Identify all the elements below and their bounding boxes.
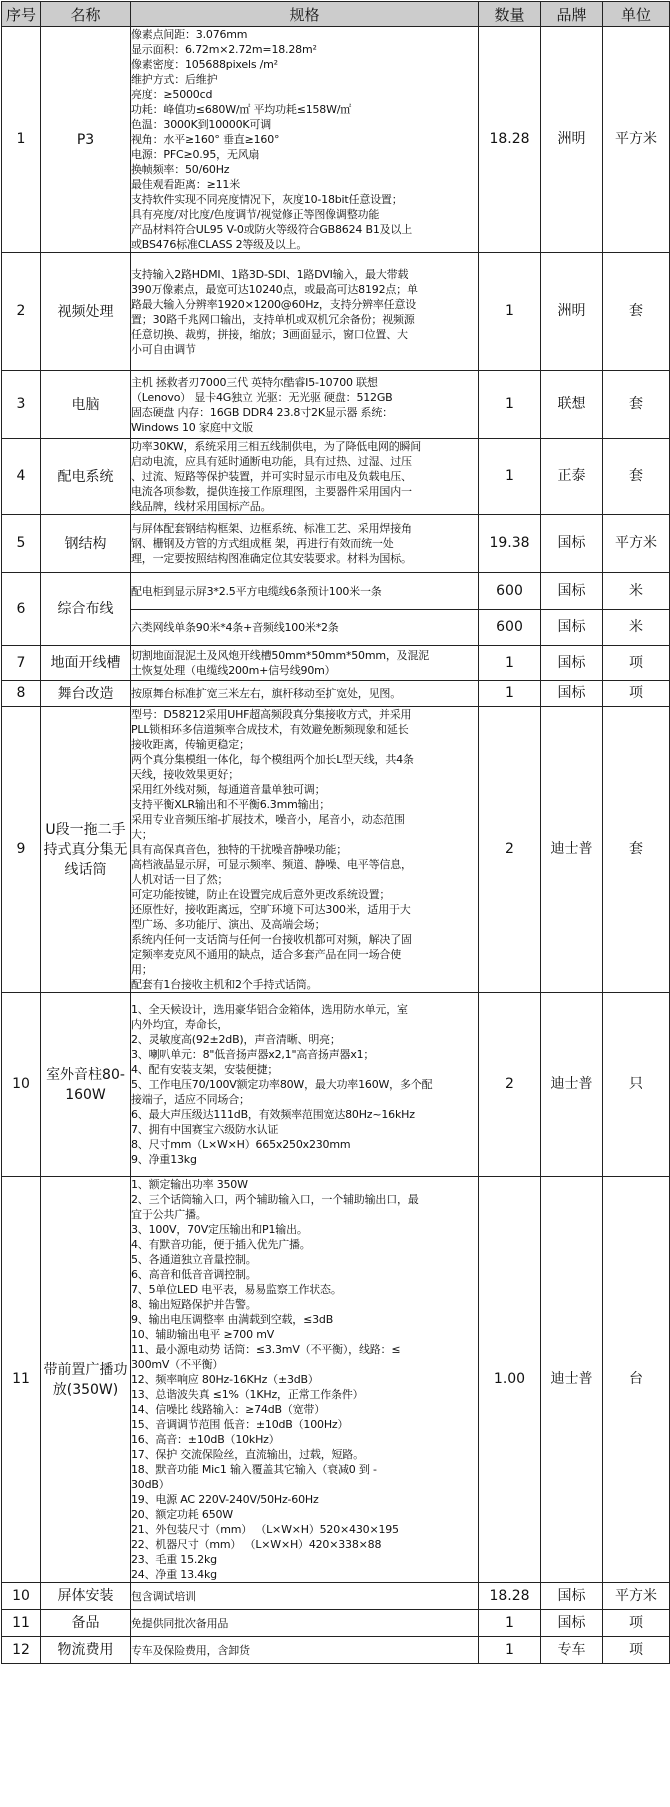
spec-line: 具有亮度/对比度/色度调节/视觉修正等图像调整功能 xyxy=(131,208,380,221)
spec-line: 或BS476标准CLASS 2等级及以上。 xyxy=(131,238,308,251)
spec-cell xyxy=(131,573,479,610)
item-number: 10 xyxy=(2,993,41,1177)
spec-line: 支持输入2路HDMI、1路3D-SDI、1路DVI输入，最大带载 xyxy=(131,267,409,281)
table-body xyxy=(2,27,670,1664)
spec-line: 专车及保险费用，含卸货 xyxy=(131,1643,250,1657)
spec-line: 功耗：峰值功≤680W/㎡ 平均功耗≤158W/㎡ xyxy=(131,103,352,116)
spec-line: 天线，接收效果更好； xyxy=(131,768,239,781)
spec-cell xyxy=(131,610,479,646)
quantity: 18.28 xyxy=(479,1583,541,1610)
spec-line: 系统内任何一支话筒与任何一台接收机都可对频，解决了固 xyxy=(131,933,412,946)
spec-line: 固态硬盘 内存：16GB DDR4 23.8寸2K显示器 系统： xyxy=(131,405,393,419)
table-row xyxy=(2,515,670,573)
quantity: 1 xyxy=(479,1637,541,1664)
spec-line: 启动电流，应具有延时通断电功能，具有过热、过湿、过压 xyxy=(131,455,412,468)
spec-line: 维护方式：后维护 xyxy=(131,73,218,86)
table-row xyxy=(2,646,670,681)
spec-line: 定频率麦克风不通用的缺点，适合多套产品在同一场合使 xyxy=(131,948,401,961)
spec-line: 9、输出电压调整率 由满载到空载，≤3dB xyxy=(131,1313,334,1326)
item-name: 配电系统 xyxy=(41,439,131,515)
table-row xyxy=(2,439,670,515)
spec-line: 型号：D58212采用UHF超高频段真分集接收方式，并采用 xyxy=(131,708,412,721)
unit: 套 xyxy=(603,439,670,515)
quantity: 1 xyxy=(479,646,541,681)
table-row xyxy=(2,1177,670,1583)
spec-line: 16、高音：±10dB（10kHz） xyxy=(131,1433,280,1446)
spec-line: 21、外包装尺寸（mm） （L×W×H）520×430×195 xyxy=(131,1523,399,1536)
table-row xyxy=(2,573,670,610)
spec-line: 30dB） xyxy=(131,1478,170,1491)
header-qty: 数量 xyxy=(479,2,541,27)
spec-line: 390万像素点，最宽可达10240点，或最高可达8192点；单 xyxy=(131,282,418,296)
item-number: 11 xyxy=(2,1610,41,1637)
unit: 项 xyxy=(603,1610,670,1637)
spec-cell xyxy=(131,27,479,253)
spec-table xyxy=(1,1,670,1664)
spec-line: 8、尺寸mm（L×W×H）665x250x230mm xyxy=(131,1138,351,1151)
header-unit: 单位 xyxy=(603,2,670,27)
spec-line: 、过流、短路等保护装置，并可实时显示市电及负载电压、 xyxy=(131,470,412,483)
item-number: 7 xyxy=(2,646,41,681)
table-row xyxy=(2,253,670,371)
spec-line: 10、辅助输出电平 ≥700 mV xyxy=(131,1328,275,1341)
spec-cell xyxy=(131,1583,479,1610)
brand: 专车 xyxy=(541,1637,603,1664)
spec-line: 钢、栅钢及方管的方式组成框 架，再进行有效而统一处 xyxy=(131,537,394,550)
quantity: 1 xyxy=(479,371,541,439)
spec-line: 两个真分集模组一体化，每个模组两个加长L型天线，共4条 xyxy=(131,753,414,766)
unit: 项 xyxy=(603,1637,670,1664)
spec-line: 高档液晶显示屏，可显示频率、频道、静噪、电平等信息， xyxy=(131,858,412,871)
spec-line: 300mV（不平衡） xyxy=(131,1358,224,1371)
spec-line: 显示面积：6.72m×2.72m=18.28m² xyxy=(131,43,317,56)
brand: 正泰 xyxy=(541,439,603,515)
brand: 国标 xyxy=(541,646,603,681)
spec-line: 12、频率响应 80Hz-16KHz（±3dB） xyxy=(131,1373,319,1386)
spec-line: 可定功能按键，防止在设置完成后意外更改系统设置； xyxy=(131,888,391,901)
brand: 国标 xyxy=(541,573,603,610)
spec-line: 19、电源 AC 220V-240V/50Hz-60Hz xyxy=(131,1493,319,1506)
quantity: 1.00 xyxy=(479,1177,541,1583)
spec-line: 免提供同批次备用品 xyxy=(131,1616,229,1630)
spec-line: 6、最大声压级达111dB，有效频率范围宽达80Hz~16kHz xyxy=(131,1108,415,1121)
quantity: 1 xyxy=(479,1610,541,1637)
spec-line: 11、最小源电动势 话筒：≤3.3mV（不平衡），线路：≤ xyxy=(131,1343,401,1356)
unit: 项 xyxy=(603,681,670,707)
table-row xyxy=(2,371,670,439)
spec-cell xyxy=(131,993,479,1177)
unit: 套 xyxy=(603,707,670,993)
item-name: 屏体安装 xyxy=(41,1583,131,1610)
spec-line: 配套有1台接收主机和2个手持式话筒。 xyxy=(131,978,318,991)
spec-cell xyxy=(131,1177,479,1583)
spec-line: 3、100V，70V定压输出和P1输出。 xyxy=(131,1223,308,1236)
spec-line: 1、全天候设计，选用豪华铝合金箱体，选用防水单元，室 xyxy=(131,1003,408,1016)
spec-line: 宜于公共广播。 xyxy=(131,1208,207,1221)
item-number: 12 xyxy=(2,1637,41,1664)
spec-line: 采用红外线对频，每通道音量单独可调； xyxy=(131,783,326,796)
spec-line: 18、默音功能 Mic1 输入覆盖其它输入（衰减0 到 - xyxy=(131,1463,377,1476)
spec-cell xyxy=(131,707,479,993)
spec-line: （Lenovo） 显卡4G独立 光驱：无光驱 硬盘：512GB xyxy=(131,390,393,404)
quantity: 19.38 xyxy=(479,515,541,573)
spec-line: Windows 10 家庭中文版 xyxy=(131,420,253,434)
item-number: 10 xyxy=(2,1583,41,1610)
brand: 迪士普 xyxy=(541,707,603,993)
spec-line: 与屏体配套钢结构框架、边框系统、标准工艺、采用焊接角 xyxy=(131,522,412,535)
brand: 国标 xyxy=(541,515,603,573)
spec-line: 路最大输入分辨率1920×1200@60Hz，支持分辨率任意设 xyxy=(131,297,417,311)
spec-line: 切割地面混泥土及风炮开线槽50mm*50mm*50mm，及混泥 xyxy=(131,649,430,662)
item-number: 1 xyxy=(2,27,41,253)
spec-line: 23、毛重 15.2kg xyxy=(131,1553,217,1566)
spec-line: 13、总谐波失真 ≤1%（1KHz，正常工作条件） xyxy=(131,1388,364,1401)
spec-line: 置；30路千兆网口输出，支持单机或双机冗余备份；视频源 xyxy=(131,312,415,326)
header-spec: 规格 xyxy=(131,2,479,27)
spec-line: 型广场、多功能厅、演出、及高端会场； xyxy=(131,918,326,931)
unit: 米 xyxy=(603,573,670,610)
item-name: 备品 xyxy=(41,1610,131,1637)
spec-line: 7、拥有中国赛宝六级防水认证 xyxy=(131,1123,279,1136)
table-row xyxy=(2,1637,670,1664)
header-brand: 品牌 xyxy=(541,2,603,27)
spec-line: 17、保护 交流保险丝，直流输出，过载，短路。 xyxy=(131,1448,364,1461)
spec-line: 9、净重13kg xyxy=(131,1153,197,1166)
spec-line: 电源：PFC≥0.95，无风扇 xyxy=(131,148,260,161)
spec-line: 理，一定要按照结构图准确定位其安装要求。材料为国标。 xyxy=(131,552,412,565)
item-name: 物流费用 xyxy=(41,1637,131,1664)
spec-line: 包含调试培训 xyxy=(131,1589,196,1603)
spec-line: 任意切换、裁剪，拼接，缩放；3画面显示，窗口位置、大 xyxy=(131,327,408,341)
spec-line: 接收距离，传输更稳定； xyxy=(131,738,250,751)
spec-cell xyxy=(131,1610,479,1637)
spec-line: 主机 拯救者刃7000三代 英特尔酷睿I5-10700 联想 xyxy=(131,375,378,389)
spec-line: 小可自由调节 xyxy=(131,342,196,356)
unit: 台 xyxy=(603,1177,670,1583)
item-number: 8 xyxy=(2,681,41,707)
item-name: 电脑 xyxy=(41,371,131,439)
table-row xyxy=(2,993,670,1177)
brand: 国标 xyxy=(541,610,603,646)
item-number: 2 xyxy=(2,253,41,371)
unit: 只 xyxy=(603,993,670,1177)
quantity: 600 xyxy=(479,610,541,646)
spec-line: 最佳观看距离：≥11米 xyxy=(131,178,241,191)
spec-line: 按原舞台标准扩宽三米左右，旗杆移动至扩宽处，见图。 xyxy=(131,687,401,700)
spec-line: 亮度：≥5000cd xyxy=(131,88,213,101)
spec-line: 人机对话一目了然； xyxy=(131,873,229,886)
spec-line: 视角：水平≥160° 垂直≥160° xyxy=(131,133,280,146)
spec-cell xyxy=(131,515,479,573)
spec-line: 具有高保真音色，独特的干扰噪音静噪功能； xyxy=(131,843,347,856)
item-name: 地面开线槽 xyxy=(41,646,131,681)
spec-line: 色温：3000K到10000K可调 xyxy=(131,118,272,131)
spec-line: 土恢复处理（电缆线200m+信号线90m） xyxy=(131,664,336,677)
unit: 米 xyxy=(603,610,670,646)
quantity: 1 xyxy=(479,681,541,707)
header-row xyxy=(2,2,670,27)
item-name: U段一拖二手持式真分集无线话筒 xyxy=(41,707,131,993)
spec-line: PLL锁相环多信道频率合成技术，有效避免断频现象和延长 xyxy=(131,723,409,736)
spec-line: 2、三个话筒输入口，两个辅助输入口，一个辅助输出口，最 xyxy=(131,1193,419,1206)
table-row xyxy=(2,707,670,993)
spec-cell xyxy=(131,371,479,439)
spec-line: 15、音调调节范围 低音：±10dB（100Hz） xyxy=(131,1418,349,1431)
spec-line: 还原性好，接收距离远，空旷环境下可达300米，适用于大 xyxy=(131,903,411,916)
spec-line: 线品牌，线材采用国标产品。 xyxy=(131,500,272,513)
quantity: 1 xyxy=(479,439,541,515)
quantity: 600 xyxy=(479,573,541,610)
brand: 迪士普 xyxy=(541,1177,603,1583)
brand: 国标 xyxy=(541,681,603,707)
spec-line: 功率30KW，系统采用三相五线制供电，为了降低电网的瞬间 xyxy=(131,440,422,453)
spec-cell xyxy=(131,253,479,371)
unit: 套 xyxy=(603,253,670,371)
brand: 迪士普 xyxy=(541,993,603,1177)
spec-line: 大； xyxy=(131,828,153,841)
item-number: 4 xyxy=(2,439,41,515)
spec-line: 接端子，适应不同场合； xyxy=(131,1093,250,1106)
spec-line: 6、高音和低音音调控制。 xyxy=(131,1268,257,1281)
table-row xyxy=(2,1583,670,1610)
spec-line: 20、额定功耗 650W xyxy=(131,1508,233,1521)
spec-line: 产品材料符合UL95 V-0或防火等级符合GB8624 B1及以上 xyxy=(131,223,413,236)
quantity: 2 xyxy=(479,707,541,993)
header-name: 名称 xyxy=(41,2,131,27)
spec-line: 14、信噪比 线路输入：≥74dB（宽带） xyxy=(131,1403,326,1416)
item-number: 3 xyxy=(2,371,41,439)
spec-line: 用； xyxy=(131,963,153,976)
spec-line: 配电柜到显示屏3*2.5平方电缆线6条预计100米一条 xyxy=(131,584,382,598)
item-number: 11 xyxy=(2,1177,41,1583)
brand: 联想 xyxy=(541,371,603,439)
spec-line: 24、净重 13.4kg xyxy=(131,1568,217,1581)
item-number: 9 xyxy=(2,707,41,993)
item-name: P3 xyxy=(41,27,131,253)
item-name: 室外音柱80-160W xyxy=(41,993,131,1177)
spec-line: 22、机器尺寸（mm） （L×W×H）420×338×88 xyxy=(131,1538,382,1551)
spec-line: 4、有默音功能，便于插入优先广播。 xyxy=(131,1238,311,1251)
spec-line: 5、工作电压70/100V额定功率80W，最大功率160W，多个配 xyxy=(131,1078,433,1091)
quantity: 1 xyxy=(479,253,541,371)
item-name: 视频处理 xyxy=(41,253,131,371)
spec-line: 像素点间距：3.076mm xyxy=(131,28,248,41)
spec-cell xyxy=(131,681,479,707)
unit: 平方米 xyxy=(603,1583,670,1610)
table-row xyxy=(2,27,670,253)
spec-line: 7、5单位LED 电平表，易易监察工作状态。 xyxy=(131,1283,342,1296)
table-row xyxy=(2,681,670,707)
item-name: 综合布线 xyxy=(41,573,131,646)
spec-cell xyxy=(131,439,479,515)
item-name: 带前置广播功放(350W) xyxy=(41,1177,131,1583)
brand: 国标 xyxy=(541,1583,603,1610)
spec-line: 六类网线单条90米*4条+音频线100米*2条 xyxy=(131,621,339,634)
item-name: 舞台改造 xyxy=(41,681,131,707)
spec-line: 内外均宜，寿命长， xyxy=(131,1018,229,1031)
unit: 项 xyxy=(603,646,670,681)
table-row xyxy=(2,1610,670,1637)
spec-cell xyxy=(131,646,479,681)
spec-cell xyxy=(131,1637,479,1664)
spec-line: 4、配有安装支架，安装便捷； xyxy=(131,1063,279,1076)
spec-line: 1、额定输出功率 350W xyxy=(131,1178,248,1191)
header-no: 序号 xyxy=(2,2,41,27)
spec-line: 采用专业音频压缩-扩展技术，噪音小，尾音小，动态范围 xyxy=(131,813,405,826)
unit: 平方米 xyxy=(603,515,670,573)
unit: 平方米 xyxy=(603,27,670,253)
brand: 洲明 xyxy=(541,253,603,371)
item-number: 6 xyxy=(2,573,41,646)
quantity: 2 xyxy=(479,993,541,1177)
unit: 套 xyxy=(603,371,670,439)
spec-line: 换帧频率：50/60Hz xyxy=(131,163,230,176)
spec-line: 像素密度：105688pixels /m² xyxy=(131,58,278,71)
quantity: 18.28 xyxy=(479,27,541,253)
spec-line: 5、各通道独立音量控制。 xyxy=(131,1253,257,1266)
spec-line: 3、喇叭单元：8"低音扬声器x2,1"高音扬声器x1； xyxy=(131,1048,375,1061)
spec-line: 电流各项参数，提供连接工作原理图，主要器件采用国内一 xyxy=(131,485,412,498)
spec-line: 支持平衡XLR输出和不平衡6.3mm输出； xyxy=(131,798,331,811)
brand: 洲明 xyxy=(541,27,603,253)
item-number: 5 xyxy=(2,515,41,573)
brand: 国标 xyxy=(541,1610,603,1637)
spec-line: 8、输出短路保护并告警。 xyxy=(131,1298,257,1311)
item-name: 钢结构 xyxy=(41,515,131,573)
spec-line: 2、灵敏度高(92±2dB)，声音清晰、明亮； xyxy=(131,1033,341,1046)
spec-line: 支持软件实现不同亮度情况下，灰度10-18bit任意设置； xyxy=(131,193,403,206)
